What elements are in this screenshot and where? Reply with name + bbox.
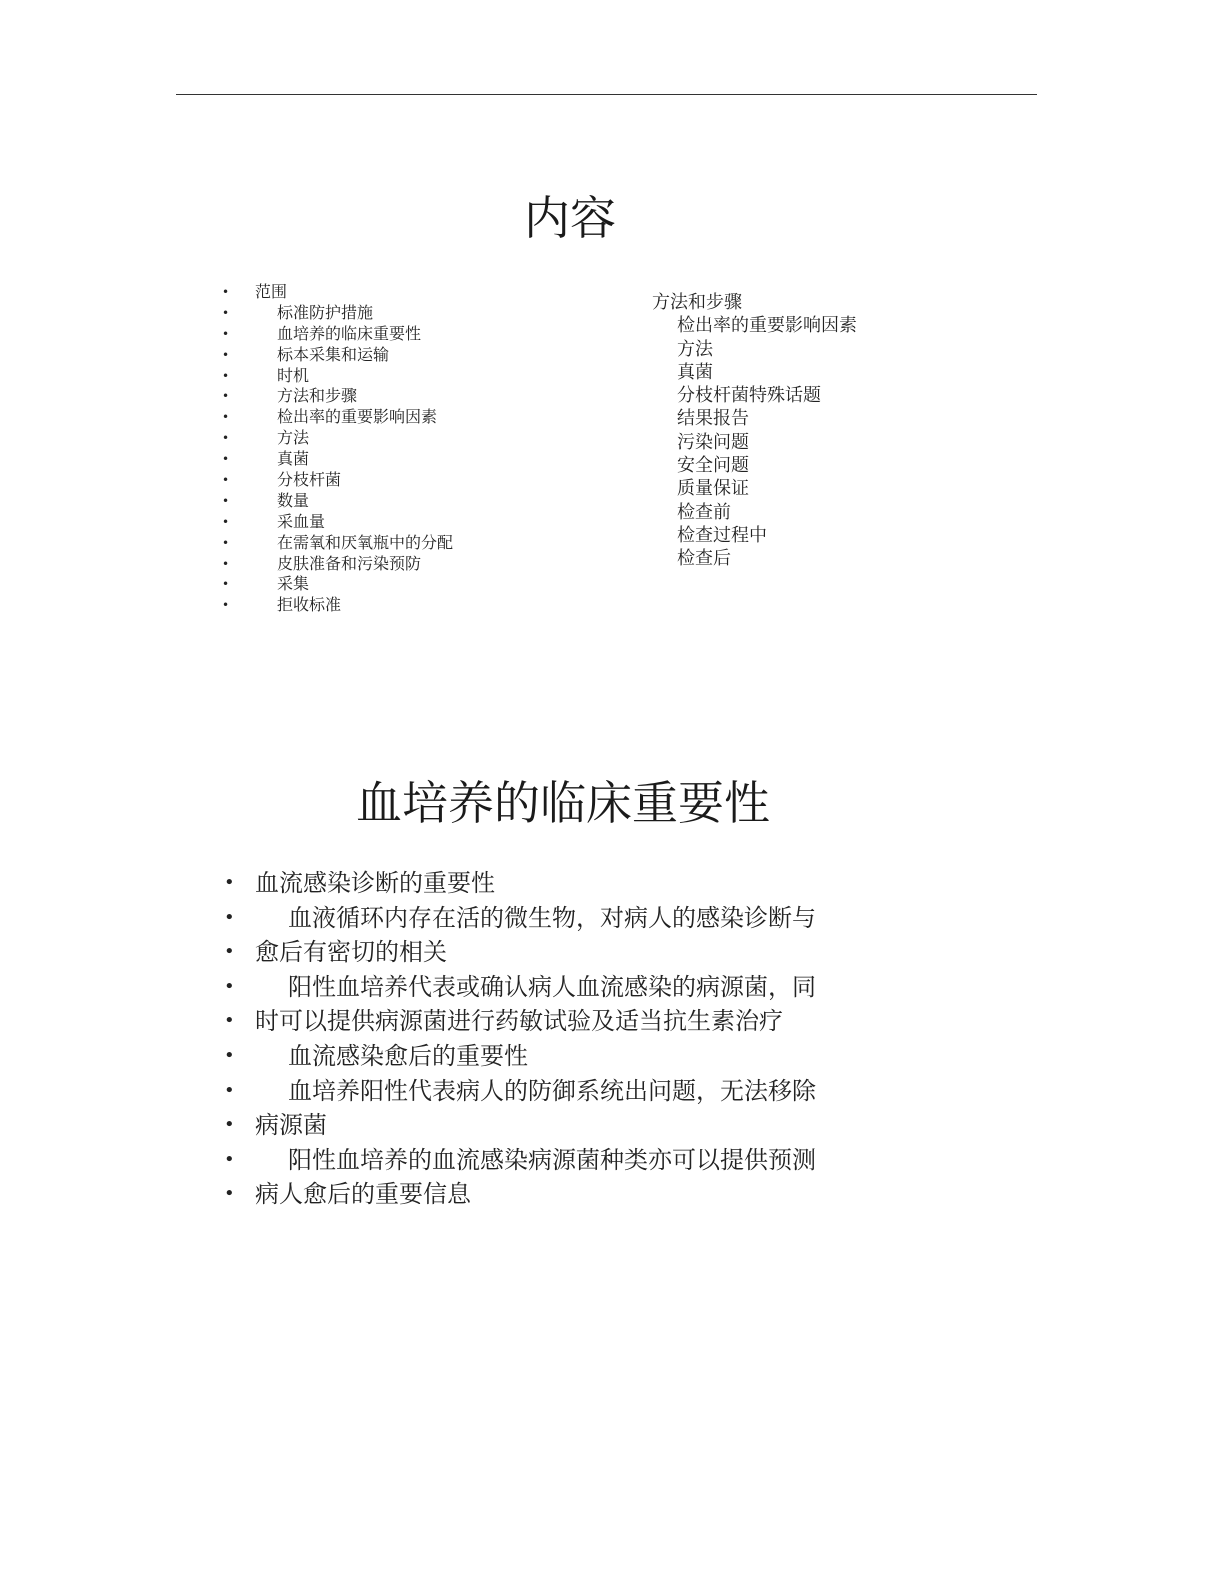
toc-left-list xyxy=(222,282,453,616)
bullet-item: • 血流感染诊断的重要性 xyxy=(222,866,816,901)
toc-left-item: • 皮肤准备和污染预防 xyxy=(222,554,453,575)
toc-left-item: • 范围 xyxy=(222,282,453,303)
toc-left-item: • 在需氧和厌氧瓶中的分配 xyxy=(222,533,453,554)
bullet-item: • 血液循环内存在活的微生物，对病人的感染诊断与 xyxy=(222,901,816,936)
toc-right-list xyxy=(652,291,857,571)
toc-left-item: • 采集 xyxy=(222,574,453,595)
toc-left-item: • 方法和步骤 xyxy=(222,386,453,407)
toc-left-item: • 数量 xyxy=(222,491,453,512)
header-rule xyxy=(176,94,1037,95)
bullet-item: • 病人愈后的重要信息 xyxy=(222,1177,816,1212)
toc-right-item: 质量保证 xyxy=(677,478,749,500)
toc-right-item: 安全问题 xyxy=(677,455,749,477)
toc-left-item: • 检出率的重要影响因素 xyxy=(222,407,453,428)
section-title: 血培养的临床重要性 xyxy=(356,776,770,830)
toc-right-item: 检查前 xyxy=(677,501,731,523)
toc-left-item: • 标准防护措施 xyxy=(222,303,453,324)
toc-left-item: • 方法 xyxy=(222,428,453,449)
toc-right-item: 分枝杆菌特殊话题 xyxy=(677,385,821,407)
toc-left-item: • 时机 xyxy=(222,366,453,387)
toc-left-item: • 分枝杆菌 xyxy=(222,470,453,491)
toc-right-item: 结果报告 xyxy=(677,408,749,430)
bullet-item: • 血培养阳性代表病人的防御系统出问题，无法移除 xyxy=(222,1074,816,1109)
toc-left-item: • 标本采集和运输 xyxy=(222,345,453,366)
bullet-item: • 时可以提供病源菌进行药敏试验及适当抗生素治疗 xyxy=(222,1004,816,1039)
toc-left-item: • 采血量 xyxy=(222,512,453,533)
toc-right-item: 检查过程中 xyxy=(677,524,767,546)
toc-right-item: 检出率的重要影响因素 xyxy=(677,315,857,337)
toc-left-item: • 拒收标准 xyxy=(222,595,453,616)
toc-right-item: 方法和步骤 xyxy=(652,292,742,313)
contents-title: 内容 xyxy=(524,191,616,245)
toc-left-item: • 血培养的临床重要性 xyxy=(222,324,453,345)
bullet-item: • 病源菌 xyxy=(222,1108,816,1143)
bullet-item: • 愈后有密切的相关 xyxy=(222,935,816,970)
toc-left-item: • 真菌 xyxy=(222,449,453,470)
toc-right-item: 方法 xyxy=(677,338,713,360)
importance-list xyxy=(222,866,816,1212)
bullet-item: • 阳性血培养的血流感染病源菌种类亦可以提供预测 xyxy=(222,1143,816,1178)
bullet-item: • 血流感染愈后的重要性 xyxy=(222,1039,816,1074)
bullet-item: • 阳性血培养代表或确认病人血流感染的病源菌，同 xyxy=(222,970,816,1005)
toc-right-item: 真菌 xyxy=(677,361,713,383)
toc-right-item: 检查后 xyxy=(677,548,731,570)
toc-right-item: 污染问题 xyxy=(677,431,749,453)
